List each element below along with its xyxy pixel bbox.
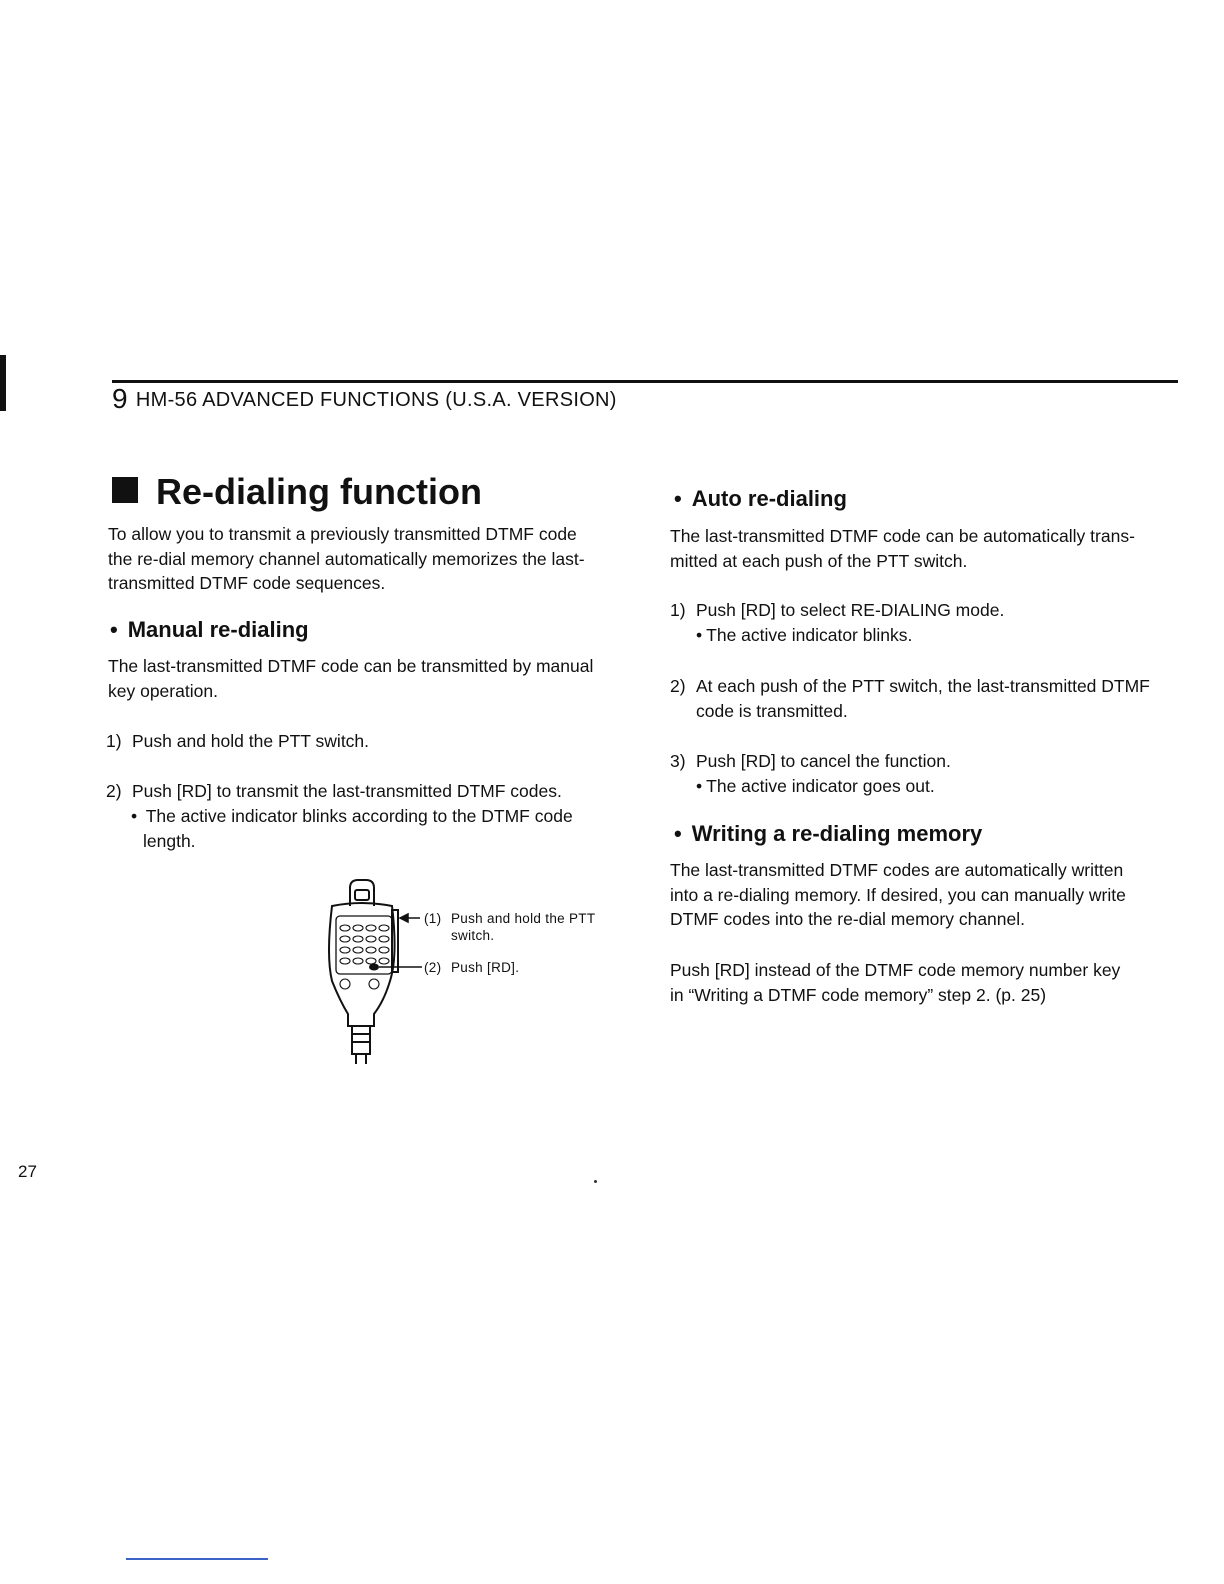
manual-step-2-note-cont: length. [143,831,196,851]
step-text: Push [RD] to cancel the function. [696,751,951,771]
intro-line: To allow you to transmit a previously transmitted DTMF code [108,524,577,544]
step-number: 1) [670,600,686,620]
writing-paragraph [670,858,1180,932]
callout-1-text [451,910,631,944]
auto-step-2-cont: code is transmitted. [696,701,848,721]
step-text: Push [RD] to select RE-DIALING mode. [696,600,1005,620]
stray-dot [594,1180,597,1183]
intro-line: transmitted DTMF code sequences. [108,573,386,593]
section-square-bullet [112,477,138,503]
auto-step-1-note: • The active indicator blinks. [696,623,912,648]
keypad-icon [340,925,389,964]
writing-memory-heading: • Writing a re-dialing memory [674,821,982,847]
auto-step-3-note: • The active indicator goes out. [696,774,935,799]
writing-line: Push [RD] instead of the DTMF code memory number key [670,960,1121,980]
step-text: Push and hold the PTT switch. [132,731,370,751]
auto-step-2 [670,674,1150,699]
writing-paragraph-2 [670,958,1180,1007]
step-text: Push [RD] to transmit the last-transmitted DTMF codes. [132,781,562,801]
chapter-title: HM-56 ADVANCED FUNCTIONS (U.S.A. VERSION) [135,389,617,411]
manual-step-2-note [131,804,631,829]
writing-line: into a re-dialing memory. If desired, you can manually write [670,884,1126,905]
step-number: 1) [106,731,122,751]
callout-line: switch. [451,928,495,943]
intro-line: the re-dial memory channel automatically memorizes the last- [108,548,585,569]
intro-paragraph [108,522,628,596]
callout-1-number: (1) [424,911,442,926]
manual-line: key operation. [108,680,218,701]
page-edge-mark [0,355,6,411]
section-title [112,471,482,513]
section-title-text: Re-dialing function [156,471,482,512]
writing-line: in “Writing a DTMF code memory” step 2. (p. 25) [670,984,1047,1005]
manual-line: The last-transmitted DTMF code can be transmitted by manual [108,656,594,676]
down-key-icon [369,979,379,989]
mic-cord-icon [352,1026,370,1064]
rd-key-icon [369,964,379,971]
step-number: 2) [106,781,122,801]
auto-paragraph [670,524,1180,573]
chapter-number: 9 [112,383,128,414]
chapter-header [112,383,617,415]
manual-redialing-heading: • Manual re-dialing [110,617,309,643]
step-number: 2) [670,676,686,696]
callout-2-text: Push [RD]. [451,960,520,975]
manual-paragraph [108,654,628,703]
auto-line: The last-transmitted DTMF code can be automatically trans- [670,526,1135,546]
page-number: 27 [18,1162,37,1181]
auto-line: mitted at each push of the PTT switch. [670,550,968,571]
auto-redialing-heading: • Auto re-dialing [674,486,847,512]
bottom-link-underline [126,1558,268,1560]
callout-line: Push and hold the PTT [451,911,596,926]
auto-step-1 [670,598,1004,623]
auto-step-3 [670,749,951,774]
up-key-icon [340,979,350,989]
step-text: At each push of the PTT switch, the last-transmitted DTMF [696,676,1150,696]
note-line: The active indicator blinks according to the DTMF code [145,806,573,826]
manual-step-2 [106,779,562,804]
writing-line: DTMF codes into the re-dial memory channel. [670,909,1025,929]
step-number: 3) [670,751,686,771]
callout-2-number: (2) [424,960,442,975]
writing-line: The last-transmitted DTMF codes are automatically written [670,860,1124,880]
arrow-left-icon [400,914,408,922]
manual-step-1 [106,729,369,754]
